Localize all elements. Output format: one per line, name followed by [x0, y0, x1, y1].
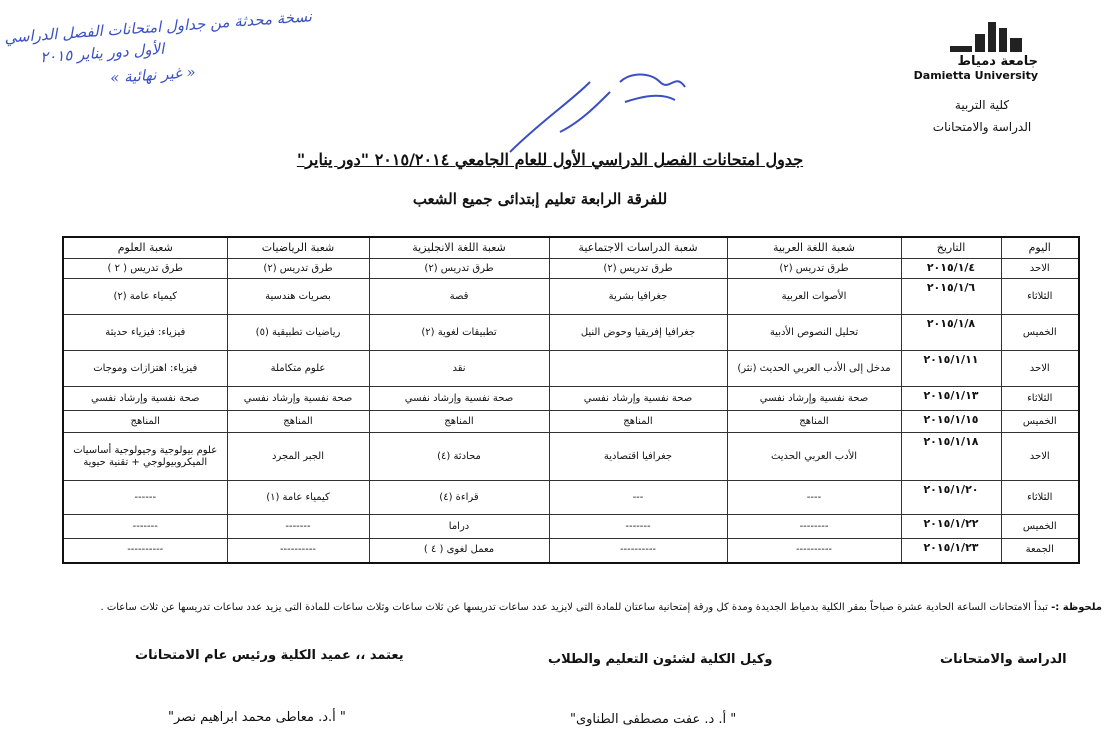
date-cell: ٢٠١٥/١/٦	[901, 279, 1001, 315]
date-cell: ٢٠١٥/١/٢٢	[901, 515, 1001, 539]
date-cell: ٢٠١٥/١/١٥	[901, 411, 1001, 433]
subject-cell: ----------	[549, 539, 727, 563]
day-cell: الاحد	[1001, 351, 1079, 387]
subject-cell: جغرافيا بشرية	[549, 279, 727, 315]
signature-vice-dean: وكيل الكلية لشئون التعليم والطلاب	[548, 652, 773, 667]
subject-cell: جغرافيا إفريقيا وحوض النيل	[549, 315, 727, 351]
footnote-label: ملحوظة :-	[1051, 602, 1102, 613]
subject-cell: تحليل النصوص الأدبية	[727, 315, 901, 351]
subject-cell: ------	[63, 481, 227, 515]
table-body	[63, 259, 1079, 563]
subject-cell: --------	[727, 515, 901, 539]
subject-cell: الأصوات العربية	[727, 279, 901, 315]
subject-cell: جغرافيا اقتصادية	[549, 433, 727, 481]
column-header: اليوم	[1001, 237, 1079, 259]
subject-cell: طرق تدريس ( ٢ )	[63, 259, 227, 279]
subject-cell	[549, 351, 727, 387]
page-title: جدول امتحانات الفصل الدراسي الأول للعام الجامعي ٢٠١٥/٢٠١٤ "دور يناير"	[296, 150, 804, 169]
subject-cell: -------	[63, 515, 227, 539]
table-row	[63, 279, 1079, 315]
subject-cell: كيمياء عامة (١)	[227, 481, 369, 515]
page-subtitle: للفرقة الرابعة تعليم إبتدائى جميع الشعب	[412, 190, 668, 208]
handwritten-note-line2: الأول دور يناير ٢٠١٥	[39, 39, 165, 67]
footnote	[22, 598, 1102, 618]
subject-cell: محادثة (٤)	[369, 433, 549, 481]
table-row	[63, 481, 1079, 515]
subject-cell: المناهج	[549, 411, 727, 433]
day-cell: الخميس	[1001, 411, 1079, 433]
subject-cell: كيمياء عامة (٢)	[63, 279, 227, 315]
day-cell: الخميس	[1001, 315, 1079, 351]
exam-schedule-table	[62, 236, 1080, 564]
subject-cell: علوم متكاملة	[227, 351, 369, 387]
subject-cell: صحة نفسية وإرشاد نفسي	[227, 387, 369, 411]
subject-cell: صحة نفسية وإرشاد نفسي	[549, 387, 727, 411]
date-cell: ٢٠١٥/١/١١	[901, 351, 1001, 387]
subject-cell: -------	[549, 515, 727, 539]
day-cell: الخميس	[1001, 515, 1079, 539]
subject-cell: بصريات هندسية	[227, 279, 369, 315]
subject-cell: صحة نفسية وإرشاد نفسي	[63, 387, 227, 411]
column-header: شعبة اللغة العربية	[727, 237, 901, 259]
day-cell: الجمعة	[1001, 539, 1079, 563]
subject-cell: فيزياء: اهتزازات وموجات	[63, 351, 227, 387]
university-name-arabic: جامعة دمياط	[957, 54, 1038, 69]
subject-cell: ----------	[227, 539, 369, 563]
subject-cell: صحة نفسية وإرشاد نفسي	[727, 387, 901, 411]
subject-cell: ---	[549, 481, 727, 515]
subject-cell: طرق تدريس (٢)	[727, 259, 901, 279]
faculty-block	[930, 94, 1034, 138]
subject-cell: الأدب العربي الحديث	[727, 433, 901, 481]
handwritten-note-line1: نسخة محدثة من جداول امتحانات الفصل الدراسي	[3, 7, 313, 47]
subject-cell: طرق تدريس (٢)	[549, 259, 727, 279]
vice-dean-name: " أ. د. عفت مصطفى الطناوى"	[570, 712, 737, 727]
signature-scribble	[500, 62, 700, 162]
university-name-english: Damietta University	[913, 69, 1038, 82]
subject-cell: المناهج	[369, 411, 549, 433]
subject-cell: فيزياء: فيزياء حديثة	[63, 315, 227, 351]
table-row	[63, 387, 1079, 411]
column-header: شعبة العلوم	[63, 237, 227, 259]
table-row	[63, 315, 1079, 351]
subject-cell: المناهج	[227, 411, 369, 433]
signature-dean: يعتمد ،، عميد الكلية ورئيس عام الامتحانات	[135, 648, 404, 663]
column-header: شعبة الرياضيات	[227, 237, 369, 259]
table-row	[63, 411, 1079, 433]
table-row	[63, 433, 1079, 481]
date-cell: ٢٠١٥/١/٤	[901, 259, 1001, 279]
signature-exams-office: الدراسة والامتحانات	[940, 652, 1067, 667]
day-cell: الثلاثاء	[1001, 279, 1079, 315]
date-cell: ٢٠١٥/١/٢٠	[901, 481, 1001, 515]
subject-cell: ----	[727, 481, 901, 515]
column-header: التاريخ	[901, 237, 1001, 259]
university-logo-mark	[950, 22, 1026, 52]
dean-name: " أ.د. معاطى محمد ابراهيم نصر"	[168, 710, 346, 725]
subject-cell: قراءة (٤)	[369, 481, 549, 515]
subject-cell: -------	[227, 515, 369, 539]
subject-cell: نقد	[369, 351, 549, 387]
subject-cell: صحة نفسية وإرشاد نفسي	[369, 387, 549, 411]
subject-cell: طرق تدريس (٢)	[227, 259, 369, 279]
footnote-text: تبدأ الامتحانات الساعة الحادية عشرة صباحاً بمقر الكلية بدمياط الجديدة ومدة كل ورقة إمتحانية ساعتان للمادة التى لايزيد عدد ساعات تدريسها عن ثلاث ساعات وثلاث ساعات للمادة التى يزيد عدد ساعات تدريسها عن ثلاث ساعات .	[100, 602, 1048, 613]
day-cell: الاحد	[1001, 259, 1079, 279]
table-row	[63, 539, 1079, 563]
subject-cell: المناهج	[727, 411, 901, 433]
faculty-name: كلية التربية	[954, 98, 1010, 112]
day-cell: الثلاثاء	[1001, 387, 1079, 411]
table-row	[63, 351, 1079, 387]
subject-cell: رياضيات تطبيقية (٥)	[227, 315, 369, 351]
subject-cell: طرق تدريس (٢)	[369, 259, 549, 279]
date-cell: ٢٠١٥/١/٢٣	[901, 539, 1001, 563]
subject-cell: قصة	[369, 279, 549, 315]
column-header: شعبة اللغة الانجليزية	[369, 237, 549, 259]
subject-cell: ----------	[63, 539, 227, 563]
table-row	[63, 515, 1079, 539]
subject-cell: معمل لغوى ( ٤ )	[369, 539, 549, 563]
table-row	[63, 259, 1079, 279]
day-cell: الثلاثاء	[1001, 481, 1079, 515]
department-name: الدراسة والامتحانات	[932, 120, 1032, 134]
column-header: شعبة الدراسات الاجتماعية	[549, 237, 727, 259]
subject-cell: ----------	[727, 539, 901, 563]
subject-cell: علوم بيولوجية وجيولوجية أساسيات الميكروبيولوجي + تقنية حيوية	[63, 433, 227, 481]
subject-cell: الجبر المجرد	[227, 433, 369, 481]
date-cell: ٢٠١٥/١/٨	[901, 315, 1001, 351]
date-cell: ٢٠١٥/١/١٣	[901, 387, 1001, 411]
date-cell: ٢٠١٥/١/١٨	[901, 433, 1001, 481]
subject-cell: مدخل إلى الأدب العربي الحديث (نثر)	[727, 351, 901, 387]
subject-cell: المناهج	[63, 411, 227, 433]
subject-cell: دراما	[369, 515, 549, 539]
handwritten-note-line3: « غير نهائية »	[109, 63, 197, 87]
day-cell: الاحد	[1001, 433, 1079, 481]
subject-cell: تطبيقات لغوية (٢)	[369, 315, 549, 351]
university-logo	[898, 22, 1038, 82]
table-header-row	[63, 237, 1079, 259]
